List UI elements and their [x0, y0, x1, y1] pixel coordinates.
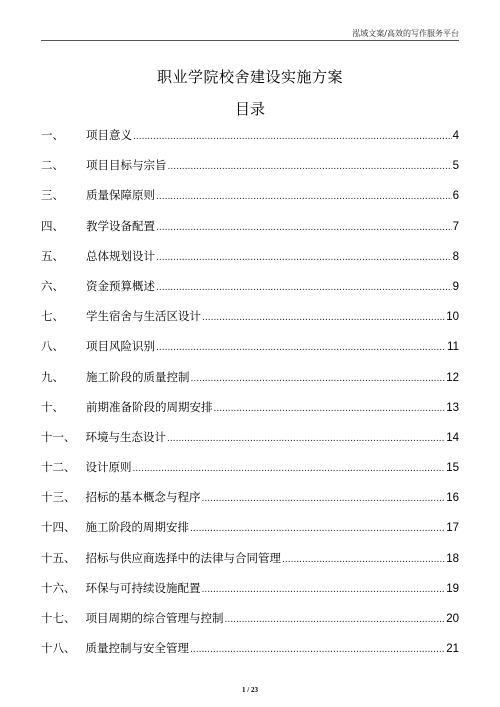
page-indicator: 1 / 23: [242, 686, 258, 694]
document-title: 职业学院校舍建设实施方案: [156, 68, 343, 86]
toc-entry[interactable]: [41, 489, 459, 519]
toc-entry-number: 五、: [41, 248, 64, 263]
toc-entry-page: 15: [446, 462, 459, 475]
toc-entry-number: 八、: [41, 339, 64, 354]
toc-entry-number: 十二、: [41, 460, 76, 475]
toc-entry-page: 11: [447, 341, 459, 354]
toc-entry-title: 总体规划设计: [86, 248, 155, 263]
toc-dot-leader: [168, 162, 452, 172]
toc-dot-leader: [202, 585, 446, 595]
toc-dot-leader: [156, 223, 452, 233]
toc-entry[interactable]: [41, 127, 459, 157]
toc-entry[interactable]: [41, 550, 459, 580]
toc-entry-title: 项目意义: [86, 128, 132, 142]
toc-dot-leader: [282, 555, 445, 565]
table-of-contents: [41, 127, 459, 670]
toc-entry-number: 十七、: [41, 611, 76, 625]
toc-dot-leader: [190, 524, 445, 534]
toc-entry-number: 十三、: [41, 490, 76, 505]
toc-entry-title: 项目目标与宗旨: [86, 158, 167, 173]
toc-entry-title: 前期准备阶段的周期安排: [86, 399, 213, 414]
toc-dot-leader: [225, 615, 446, 625]
toc-dot-leader: [202, 313, 445, 323]
toc-entry[interactable]: [41, 399, 459, 429]
toc-entry-number: 十六、: [41, 580, 76, 595]
toc-dot-leader: [133, 132, 452, 142]
toc-entry[interactable]: [41, 610, 459, 640]
toc-entry-number: 十八、: [41, 641, 76, 656]
toc-entry[interactable]: [41, 218, 459, 248]
toc-entry[interactable]: [41, 519, 459, 549]
toc-entry-page: 4: [452, 130, 459, 142]
toc-entry-page: 18: [446, 552, 459, 565]
toc-entry-number: 六、: [41, 278, 64, 293]
toc-dot-leader: [156, 192, 452, 202]
toc-entry-number: 四、: [41, 218, 64, 233]
toc-entry-number: 十一、: [41, 429, 76, 444]
toc-entry-title: 项目风险识别: [86, 339, 155, 354]
toc-entry-title: 质量保障原则: [86, 188, 155, 203]
toc-dot-leader: [167, 434, 445, 444]
toc-dot-leader: [202, 494, 446, 504]
toc-entry-title: 学生宿舍与生活区设计: [86, 309, 201, 324]
toc-entry-title: 质量控制与安全管理: [85, 641, 189, 656]
toc-entry-page: 8: [452, 250, 459, 263]
toc-entry-number: 十四、: [41, 520, 76, 535]
toc-dot-leader: [133, 464, 446, 474]
toc-entry-page: 19: [446, 582, 459, 595]
toc-entry-number: 二、: [41, 158, 64, 173]
toc-entry-page: 10: [446, 311, 459, 324]
toc-entry[interactable]: [41, 459, 459, 489]
toc-dot-leader: [156, 343, 446, 353]
toc-entry-page: 14: [446, 431, 459, 444]
toc-entry[interactable]: [41, 429, 459, 459]
toc-entry-page: 5: [452, 160, 459, 173]
toc-entry-page: 13: [446, 401, 459, 414]
toc-entry-page: 21: [446, 643, 459, 656]
toc-entry-title: 招标与供应商选择中的法律与合同管理: [85, 550, 281, 565]
toc-entry-page: 9: [452, 280, 459, 293]
toc-entry-title: 招标的基本概念与程序: [85, 490, 201, 505]
toc-entry-title: 环保与可持续设施配置: [85, 580, 201, 595]
toc-entry[interactable]: [41, 187, 459, 217]
toc-entry-page: 20: [446, 613, 459, 625]
toc-dot-leader: [191, 374, 446, 384]
toc-entry-page: 17: [446, 522, 459, 535]
toc-entry[interactable]: [41, 157, 459, 187]
toc-entry[interactable]: [41, 338, 459, 368]
toc-entry-number: 三、: [41, 188, 64, 203]
toc-entry-number: 十五、: [41, 550, 76, 565]
toc-entry-page: 16: [446, 492, 459, 505]
toc-entry-number: 九、: [41, 369, 64, 384]
toc-entry-title: 资金预算概述: [86, 278, 155, 293]
toc-entry-number: 一、: [41, 128, 64, 142]
toc-dot-leader: [190, 645, 445, 655]
toc-entry[interactable]: [41, 308, 459, 338]
header-divider: [41, 40, 459, 41]
toc-entry-page: 12: [446, 371, 459, 384]
toc-entry[interactable]: [41, 248, 459, 278]
toc-dot-leader: [156, 283, 452, 293]
toc-entry-page: 7: [452, 220, 459, 233]
toc-entry-title: 设计原则: [85, 460, 132, 475]
page-header: 泓域文案/高效的写作服务平台: [352, 29, 459, 38]
toc-entry[interactable]: [41, 278, 459, 308]
toc-entry-title: 施工阶段的周期安排: [85, 520, 189, 535]
toc-entry[interactable]: [41, 580, 459, 610]
toc-heading: 目录: [234, 100, 265, 118]
toc-entry-title: 项目周期的综合管理与控制: [85, 611, 224, 625]
toc-entry[interactable]: [41, 640, 459, 670]
toc-entry-page: 6: [452, 190, 459, 203]
toc-dot-leader: [156, 253, 452, 263]
toc-entry-title: 环境与生态设计: [85, 429, 166, 444]
toc-entry-number: 十、: [41, 399, 64, 414]
toc-entry-title: 施工阶段的质量控制: [86, 369, 190, 384]
toc-entry-title: 教学设备配置: [86, 218, 155, 233]
toc-dot-leader: [214, 404, 446, 414]
toc-entry-number: 七、: [41, 309, 64, 324]
toc-entry[interactable]: [41, 369, 459, 399]
